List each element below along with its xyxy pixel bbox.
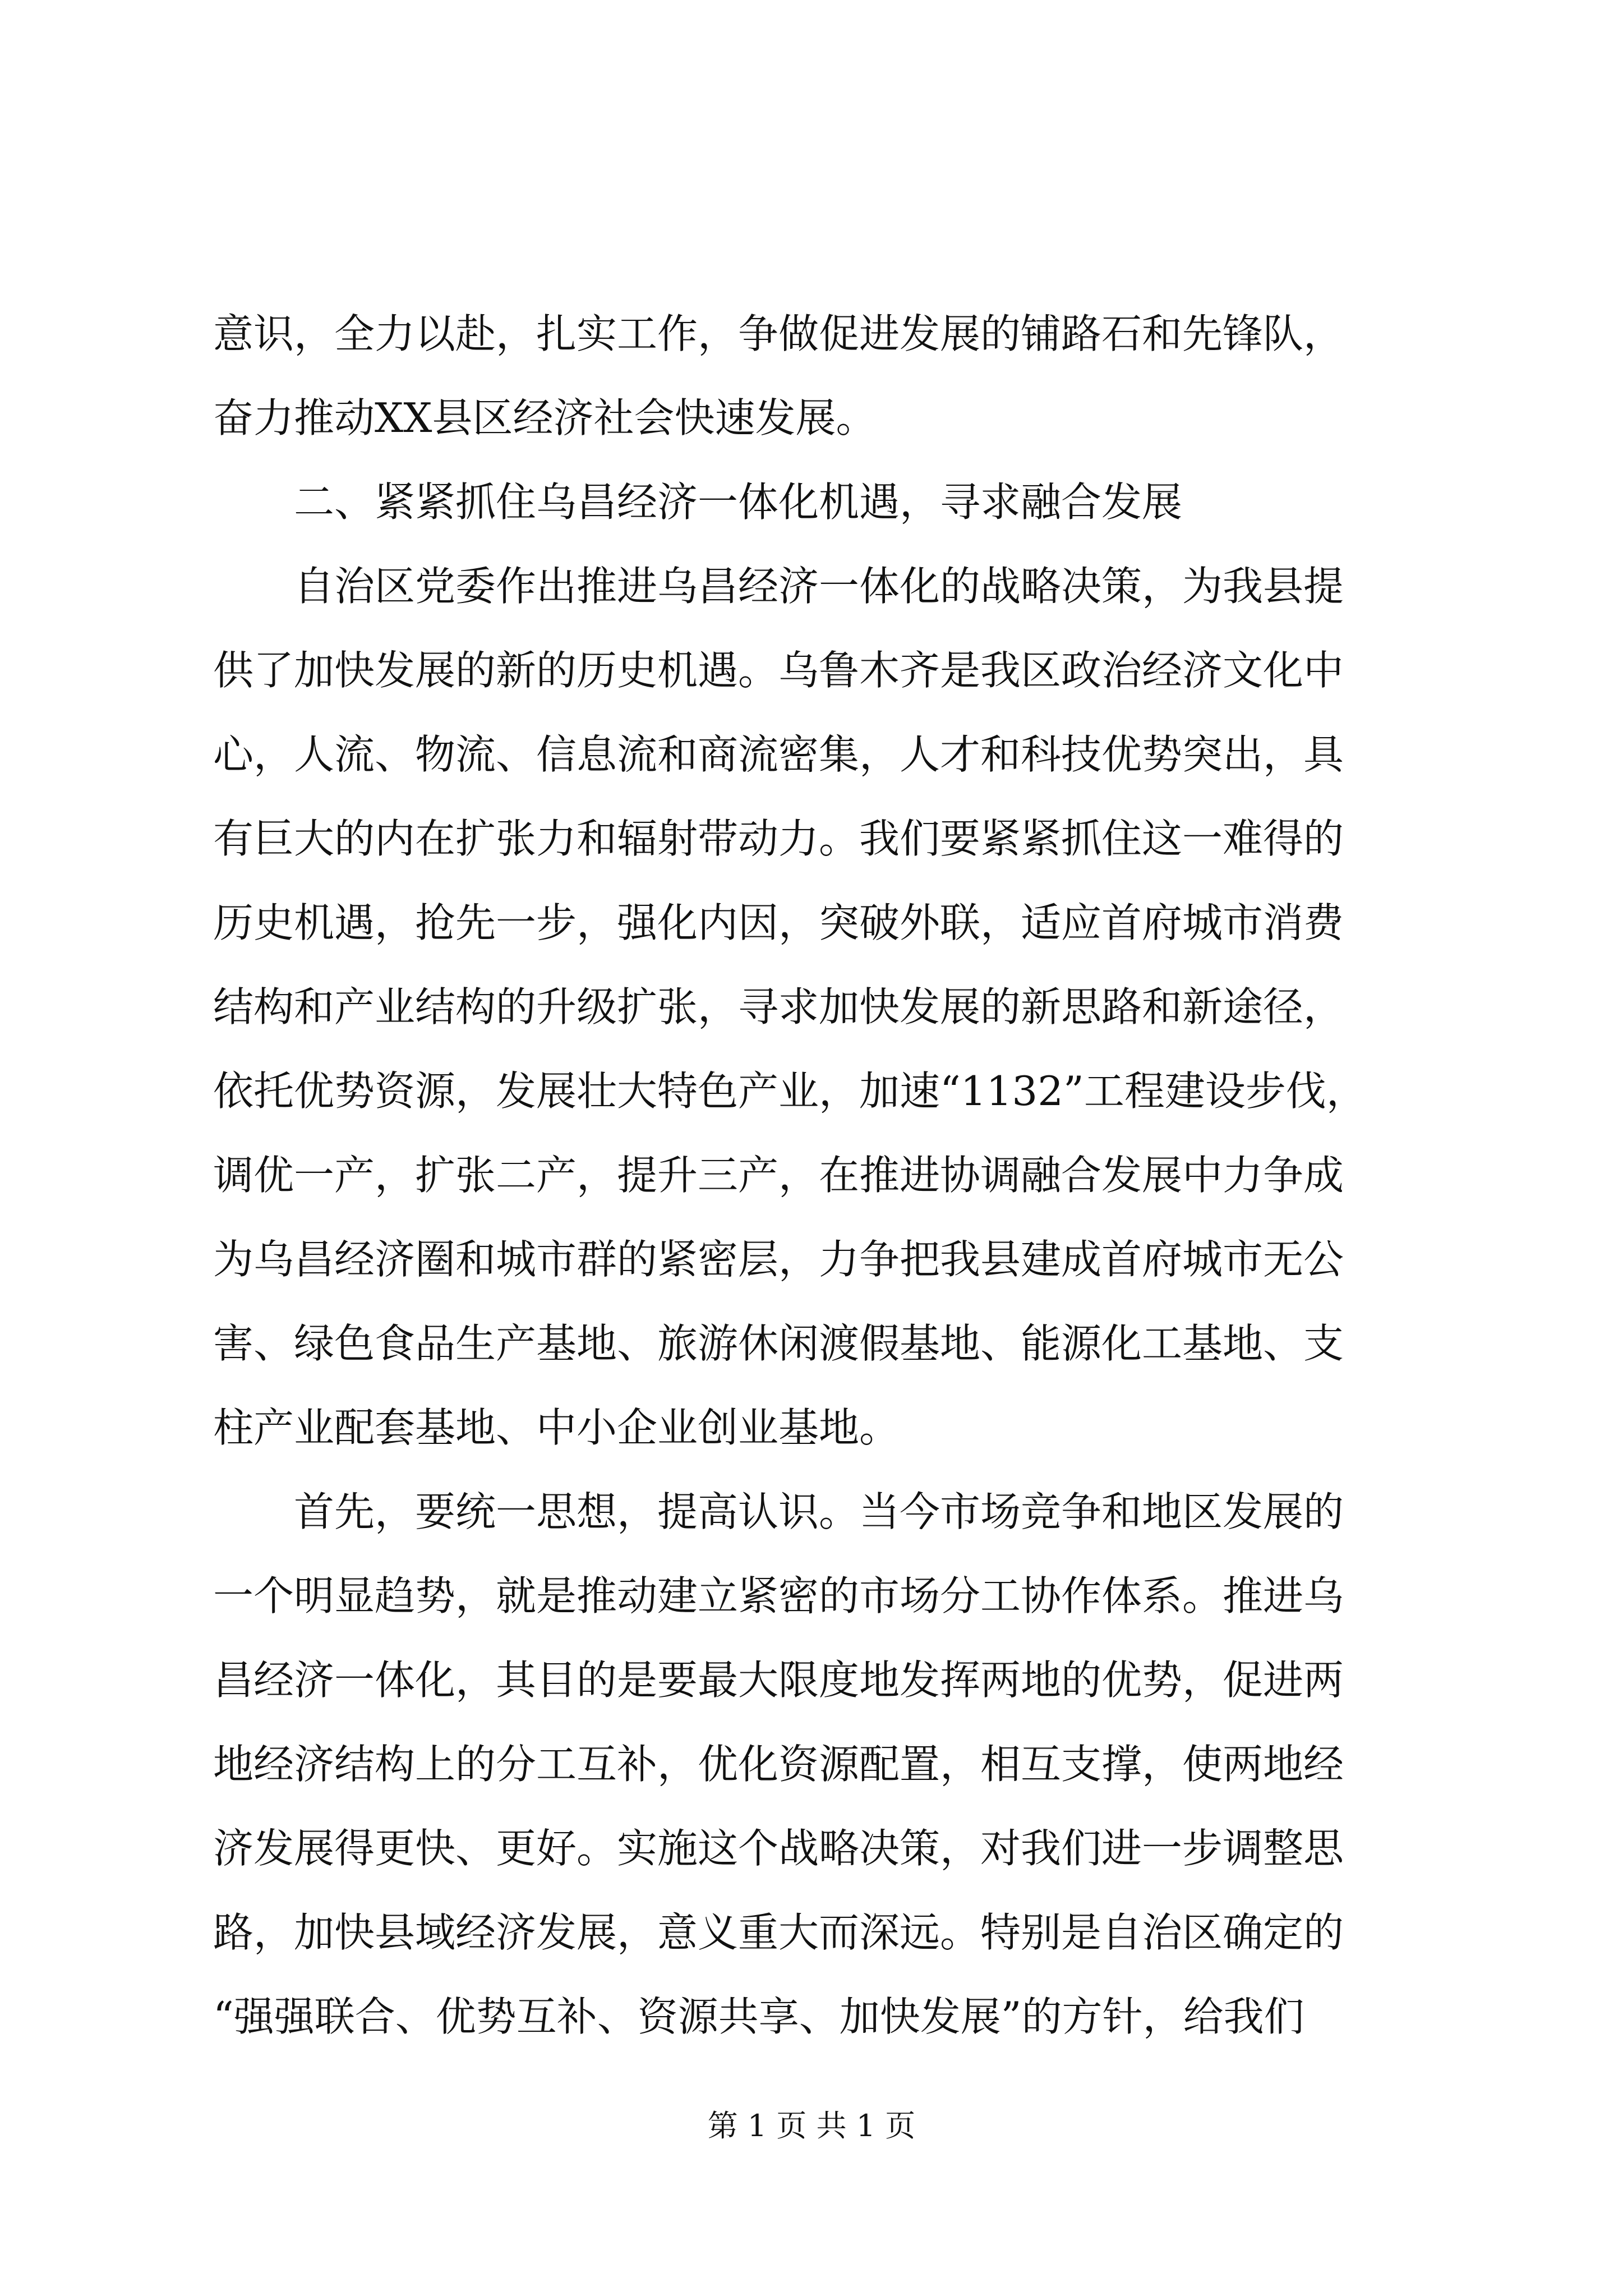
- text-line: 意识，全力以赴，扎实工作，争做促进发展的铺路石和先锋队，: [213, 310, 1344, 357]
- text-line: 首先，要统一思想，提高认识。当今市场竞争和地区发展的: [213, 1488, 1344, 1535]
- section-heading: 二、紧紧抓住乌昌经济一体化机遇，寻求融合发展: [213, 478, 1183, 526]
- text-line: 一个明显趋势，就是推动建立紧密的市场分工协作体系。推进乌: [213, 1572, 1344, 1619]
- text-line: 济发展得更快、更好。实施这个战略决策，对我们进一步调整思: [213, 1825, 1344, 1872]
- body-text: [213, 292, 1430, 2059]
- text-line: 地经济结构上的分工互补，优化资源配置，相互支撑，使两地经: [213, 1741, 1344, 1788]
- page-footer: 第 1 页 共 1 页: [707, 2108, 916, 2143]
- text-line: 柱产业配套基地、中小企业创业基地。: [213, 1404, 900, 1451]
- text-line: 害、绿色食品生产基地、旅游休闲渡假基地、能源化工基地、支: [213, 1320, 1344, 1367]
- text-line: 有巨大的内在扩张力和辐射带动力。我们要紧紧抓住这一难得的: [213, 815, 1344, 862]
- text-line: 调优一产，扩张二产，提升三产，在推进协调融合发展中力争成: [213, 1152, 1344, 1199]
- text-line: 昌经济一体化，其目的是要最大限度地发挥两地的优势，促进两: [213, 1657, 1344, 1704]
- text-line: 历史机遇，抢先一步，强化内因，突破外联，适应首府城市消费: [213, 899, 1344, 946]
- text-line: 路，加快县域经济发展，意义重大而深远。特别是自治区确定的: [213, 1909, 1344, 1956]
- text-line: “强强联合、优势互补、资源共享、加快发展”的方针，给我们: [213, 1993, 1304, 2040]
- text-line: 为乌昌经济圈和城市群的紧密层，力争把我县建成首府城市无公: [213, 1236, 1344, 1283]
- text-line: 结构和产业结构的升级扩张，寻求加快发展的新思路和新途径，: [213, 983, 1344, 1030]
- text-line: 奋力推动XX县区经济社会快速发展。: [213, 394, 877, 441]
- text-line: 自治区党委作出推进乌昌经济一体化的战略决策，为我县提: [213, 563, 1344, 610]
- text-line: 心，人流、物流、信息流和商流密集，人才和科技优势突出，具: [213, 731, 1344, 778]
- text-line: 供了加快发展的新的历史机遇。乌鲁木齐是我区政治经济文化中: [213, 647, 1344, 694]
- text-line: 依托优势资源，发展壮大特色产业，加速“1132”工程建设步伐，: [213, 1068, 1367, 1115]
